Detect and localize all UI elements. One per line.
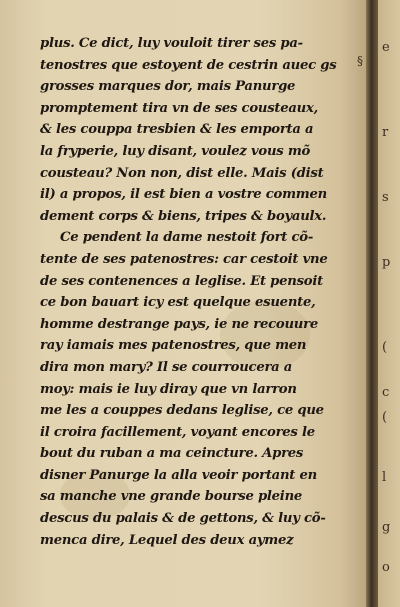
text-line: sa manche vne grande bourse pleine [40, 489, 303, 505]
text-line: homme destrange pays, ie ne recouure [40, 316, 318, 332]
text-line: descus du palais & de gettons, & luy cõ- [40, 511, 326, 527]
text-line: grosses marques dor, mais Panurge [40, 79, 296, 95]
facing-page-char: c [382, 385, 390, 400]
text-line: de ses contenences a leglise. Et pensoit [40, 273, 323, 289]
text-line: menca dire, Lequel des deux aymez [40, 532, 294, 548]
facing-page-char: g [382, 520, 391, 535]
text-line: la fryperie, luy disant, voulez vous mõ [40, 143, 311, 159]
text-line: tente de ses patenostres: car cestoit vne [40, 251, 328, 267]
text-line: disner Panurge la alla veoir portant en [40, 467, 317, 483]
facing-page-char: e [382, 40, 390, 55]
facing-page-char: l [382, 470, 387, 485]
text-line: Ce pendent la dame nestoit fort cõ- [60, 230, 314, 246]
facing-page-char: o [382, 560, 390, 575]
text-line: tenostres que estoyent de cestrin auec gs [40, 57, 337, 73]
text-line: plus. Ce dict, luy vouloit tirer ses pa- [40, 36, 303, 51]
text-line: il croira facillement, voyant encores le [40, 424, 315, 440]
text-line: ray iamais mes patenostres, que men [40, 338, 307, 354]
text-line: ce bon bauart icy est quelque esuente, [40, 295, 316, 311]
page-text [40, 33, 360, 551]
book-gutter [366, 0, 378, 607]
text-line: il) a propos, il est bien a vostre commen [40, 187, 327, 203]
text-line: bout du ruban a ma ceincture. Apres [40, 446, 304, 462]
text-line: dira mon mary? Il se courroucera a [40, 359, 293, 375]
text-line: moy: mais ie luy diray que vn larron [40, 381, 297, 397]
facing-page-char: s [382, 190, 389, 205]
text-line: dement corps & biens, tripes & boyaulx. [40, 208, 327, 224]
text-line: me les a couppes dedans leglise, ce que [40, 403, 324, 419]
facing-page-char: ( [382, 410, 388, 425]
facing-page-edge [378, 0, 400, 607]
text-line: cousteau? Non non, dist elle. Mais (dist [40, 165, 324, 181]
text-line: & les couppa tresbien & les emporta a [40, 122, 314, 138]
facing-page-char: p [382, 255, 391, 270]
facing-page-char: ( [382, 340, 388, 355]
facing-page-char: r [382, 125, 389, 140]
text-line: promptement tira vn de ses cousteaux, [40, 100, 318, 116]
margin-mark: § [357, 54, 363, 68]
